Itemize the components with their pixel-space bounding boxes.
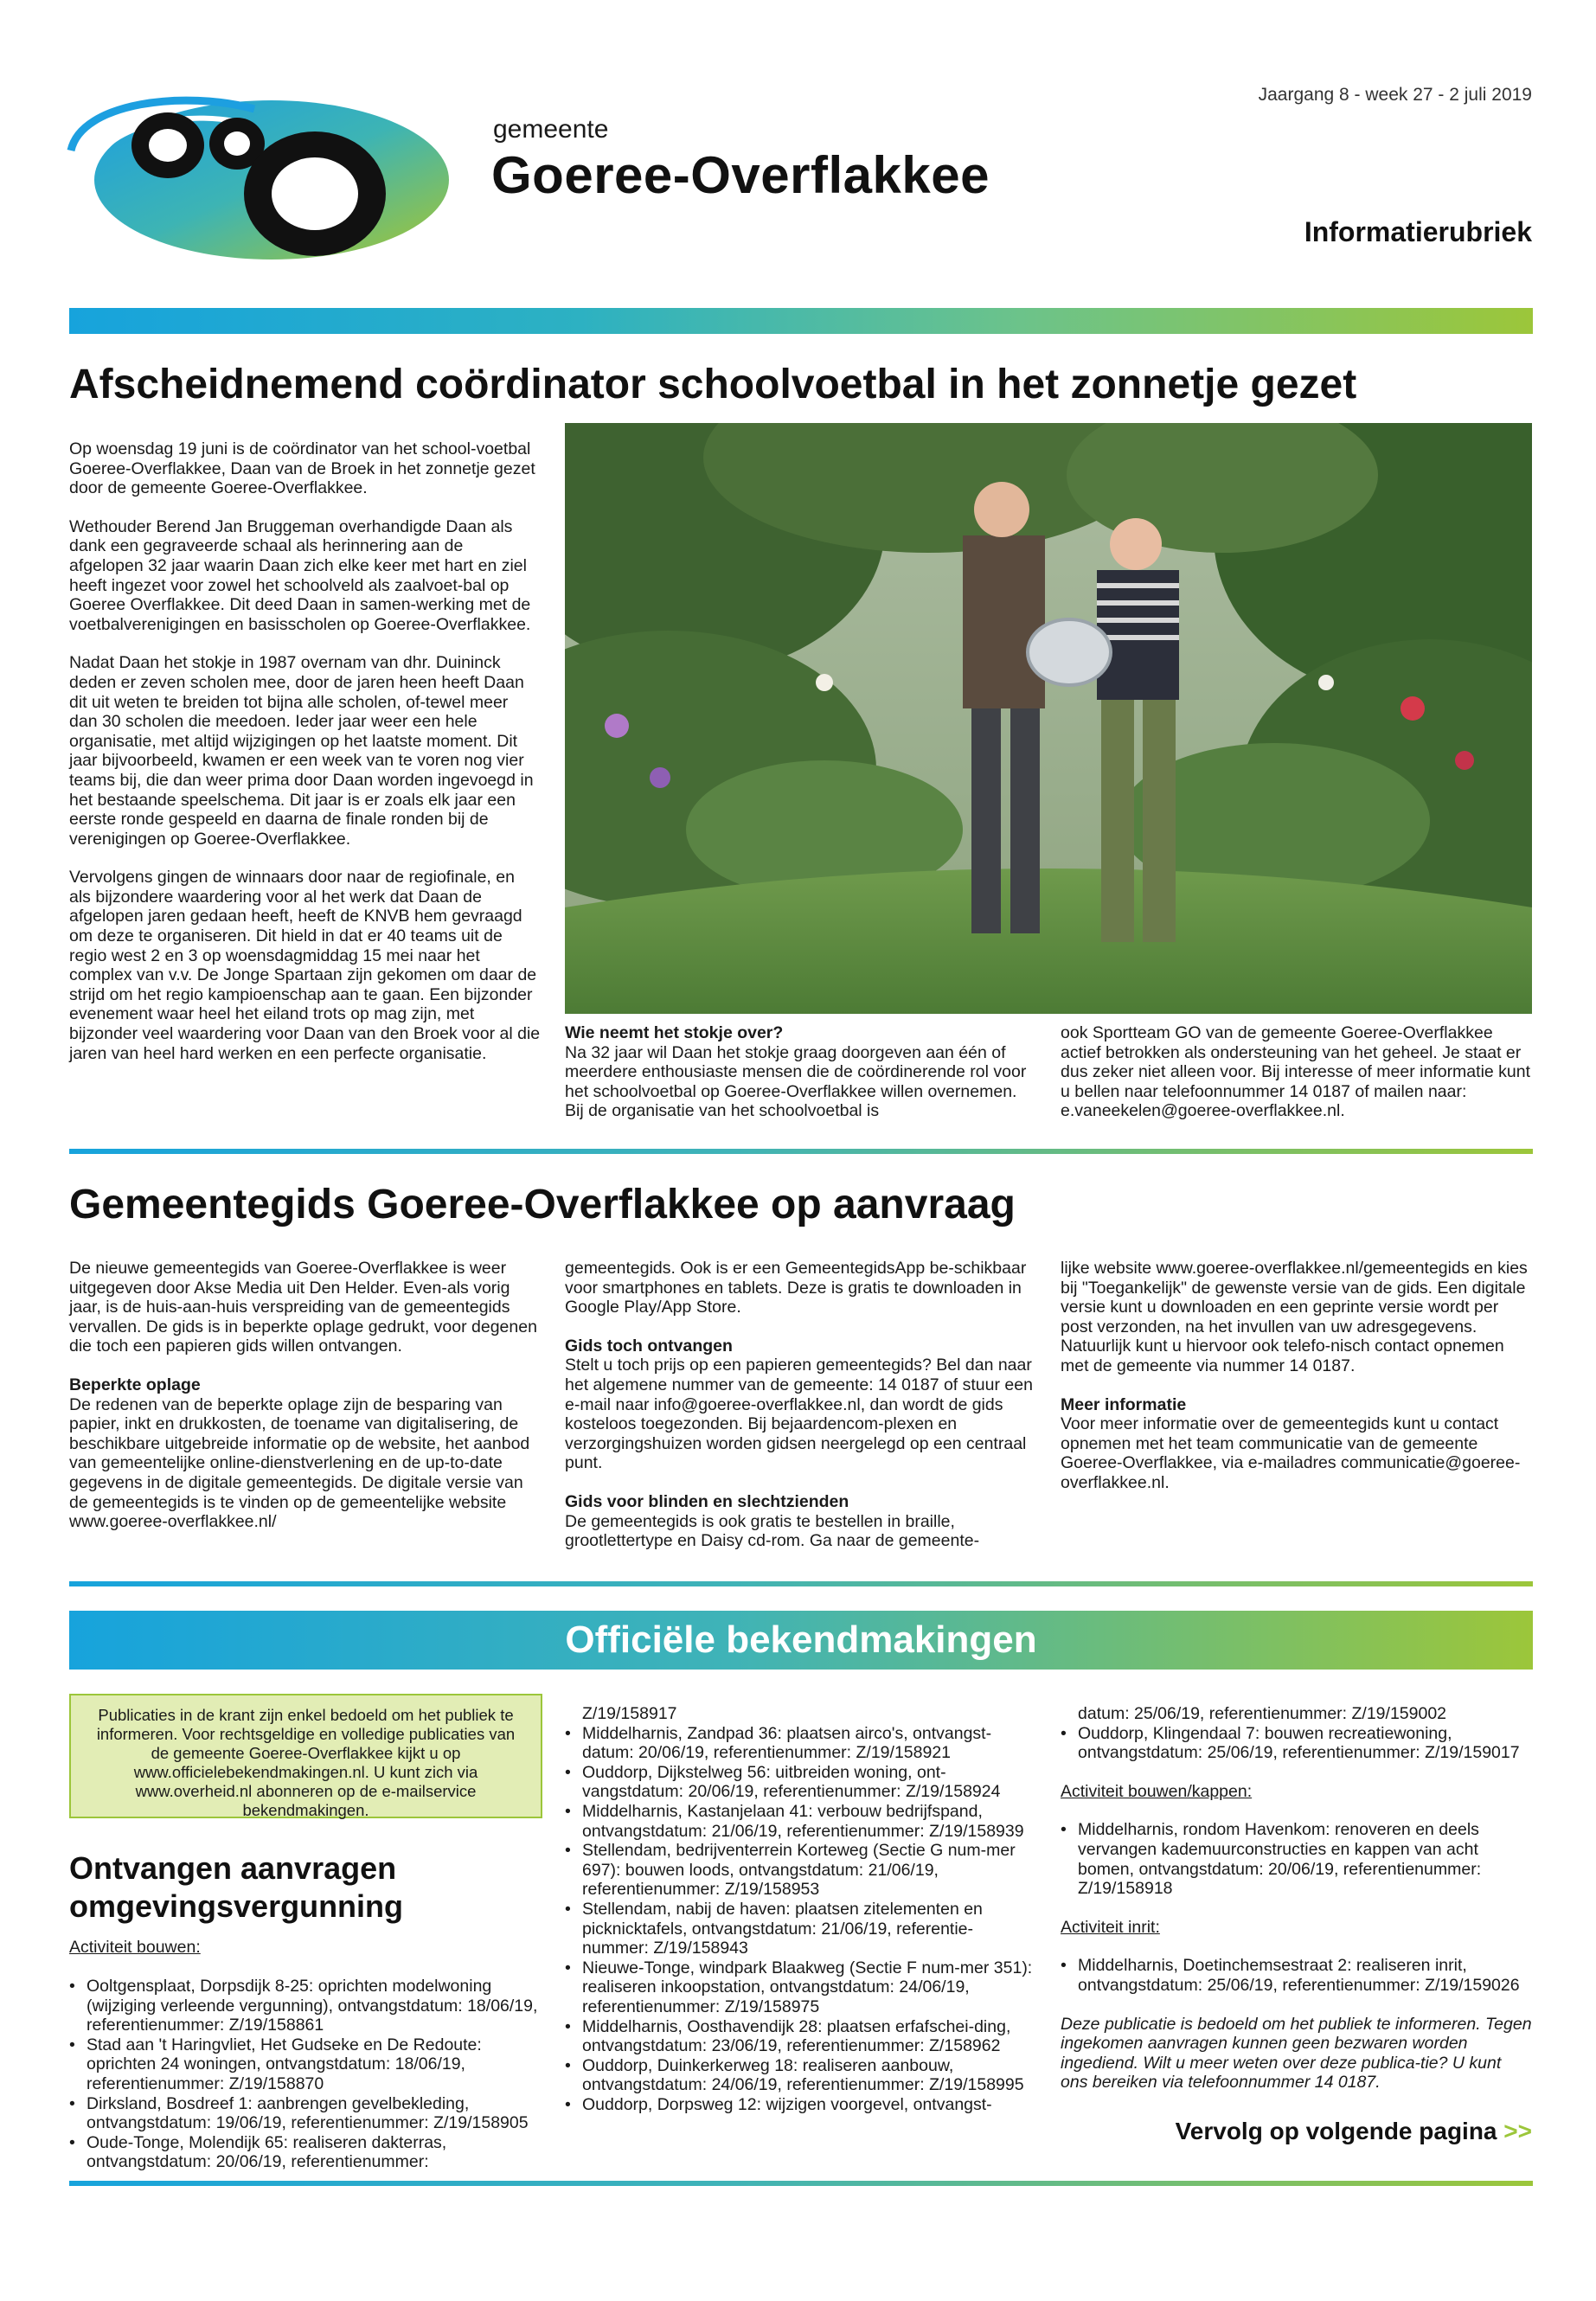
article1-sub-col1	[565, 1023, 1036, 1121]
bouwen-list	[69, 1977, 542, 2172]
article2-paragraph: De nieuwe gemeentegids van Goeree-Overflakkee is weer uitgegeven door Akse Media uit Den Helder. Even-als vorig jaar, is de huis-aan-huis verspreiding van de gemeentegids vervallen. De gids is in beperkte oplage gedrukt, voor degenen die toch een papieren gids willen ontvangen.	[69, 1259, 537, 1356]
footer-divider	[69, 2181, 1533, 2186]
activity-label-bouwen: Activiteit bouwen:	[69, 1938, 201, 1957]
article1-paragraph: Nadat Daan het stokje in 1987 overnam van dhr. Duininck deden er zeven scholen mee, door de jaren heen heeft Daan dit uit weten te breiden tot bijna alle scholen, of-tewel meer dan 30 scholen die meedoen. Ieder jaar weer een hele organisatie, met altijd wijzigingen op het laatste moment. Dit jaar bijvoorbeeld, kwamen er een week van te voren nog vier teams bij, die dan weer prima door Daan worden ingevoegd in het bestaande speelschema. Dit jaar is er zoals elk jaar een eerste ronde gespeeld en daarna de finale ronden bij de verenigingen op Goeree-Overflakkee.	[69, 653, 534, 849]
list-item: • Middelharnis, Doetinchemsestraat 2: realiseren inrit, ontvangstdatum: 25/06/19, referentienummer: Z/19/159026	[1061, 1956, 1533, 1995]
article2-col1	[69, 1259, 541, 1532]
activity-label-kappen: Activiteit bouwen/kappen:	[1061, 1781, 1253, 1801]
article2-paragraph: Stelt u toch prijs op een papieren gemeentegids? Bel dan naar het algemene nummer van de gemeente: 14 0187 of stuur een e-mail naar info@goeree-overflakkee.nl, dan wordt de gids kosteloos toegezonden. Bij bejaardencom-plexen en verzorgingshuizen worden gidsen neergelegd op een centraal punt.	[565, 1356, 1033, 1473]
inrit-list	[1061, 1956, 1533, 1995]
article-divider	[69, 1581, 1533, 1586]
article2-paragraph: Voor meer informatie over de gemeentegids kunt u contact opnemen met het team communicatie van de gemeente Goeree-Overflakkee, via e-mailadres communicatie@goeree-overflakkee.nl.	[1061, 1414, 1521, 1492]
brand-title: Goeree-Overflakkee	[491, 146, 990, 204]
article1-sub-col2	[1061, 1023, 1533, 1121]
article2-paragraph: De gemeentegids is ook gratis te bestellen in braille, grootlettertype en Daisy cd-rom. Ga naar de gemeente-	[565, 1511, 980, 1551]
section-title-line-2: omgevingsvergunning	[69, 1888, 404, 1924]
section-title	[69, 1849, 542, 1926]
gemeente-logo	[64, 83, 450, 263]
activity-label-inrit: Activiteit inrit:	[1061, 1917, 1160, 1937]
list-continuation: datum: 25/06/19, referentienummer: Z/19/159002	[1078, 1704, 1447, 1723]
list-item: • Oude-Tonge, Molendijk 65: realiseren dakterras, ontvangstdatum: 20/06/19, referentienummer:	[69, 2133, 542, 2172]
disclaimer: Deze publicatie is bedoeld om het publiek te informeren. Tegen ingekomen aanvragen kunnen geen bezwaren worden ingediend. Wilt u meer weten over deze publica-tie? U kunt ons bereiken via telefoonnummer 14 0187.	[1061, 2014, 1532, 2093]
article2-col3	[1061, 1259, 1533, 1493]
continue-link[interactable]	[1176, 2118, 1532, 2145]
bouwen-list-3	[1061, 1724, 1533, 1763]
article1-body	[69, 439, 541, 1082]
list-item: • Stellendam, nabij de haven: plaatsen zitelementen en picknicktafels, ontvangstdatum: 21/06/19, referentie-nummer: Z/19/158943	[565, 1900, 1036, 1958]
rubriek-label: Informatierubriek	[1304, 216, 1532, 247]
article2-title: Gemeentegids Goeree-Overflakkee op aanvraag	[69, 1182, 1016, 1227]
list-item: • Ouddorp, Duinkerkerweg 18: realiseren aanbouw, ontvangstdatum: 24/06/19, referentienummer: Z/19/158995	[565, 2056, 1036, 2095]
bouwen-list-2	[565, 1724, 1036, 2115]
article1-title: Afscheidnemend coördinator schoolvoetbal in het zonnetje gezet	[69, 362, 1357, 407]
brand-subtitle: gemeente	[493, 115, 609, 144]
article-divider	[69, 1149, 1533, 1154]
continue-label: Vervolg op volgende pagina	[1175, 2118, 1497, 2144]
list-item: • Middelharnis, Oosthavendijk 28: plaatsen erfafschei-ding, ontvangstdatum: 23/06/19, referentienummer: Z/158962	[565, 2017, 1036, 2056]
list-item: • Middelharnis, Zandpad 36: plaatsen airco's, ontvangst-datum: 20/06/19, referentienummer: Z/19/158921	[565, 1724, 1036, 1763]
officieel-col3	[1061, 1704, 1533, 2093]
article1-paragraph: Vervolgens gingen de winnaars door naar de regiofinale, en als bijzondere waardering voor al het werk dat Daan de afgelopen jaren gedaan heeft, heeft de KNVB hem gevraagd om deze te organiseren. Dit hield in dat er 40 teams uit de regio west 2 en 3 op woensdagmiddag 15 mei naar het complex van v.v. De Jonge Spartaan zijn gekomen om daar de strijd om het regio kampioenschap aan te gaan. Een bijzonder evenement waar heel het eiland trots op mag zijn, met bijzonder veel waardering voor Daan van den Broek voor al die jaren van heel hard werken en een perfecte organisatie.	[69, 868, 541, 1063]
article2-subheading: Gids toch ontvangen	[565, 1336, 733, 1356]
article1-photo	[565, 423, 1532, 1014]
article2-col2	[565, 1259, 1036, 1551]
article1-sub-text-2: ook Sportteam GO van de gemeente Goeree-Overflakkee actief betrokken als ondersteuning van het geheel. Je staat er dus zeker niet alleen voor. Bij interesse of meer informatie kunt u bellen naar telefoonnummer 14 0187 of mailen naar: e.vaneekelen@goeree-overflakkee.nl.	[1061, 1023, 1531, 1121]
article2-paragraph: gemeentegids. Ook is er een GemeentegidsApp be-schikbaar voor smartphones en tablets. Deze is gratis te downloaden in Google Play/App Store.	[565, 1259, 1027, 1317]
article1-sub-text: Na 32 jaar wil Daan het stokje graag doorgeven aan één of meerdere enthousiaste mensen die de coördinerende rol voor het schoolvoetbal op Goeree-Overflakkee willen overnemen. Bij de organisatie van het schoolvoetbal is	[565, 1042, 1027, 1121]
list-item: • Middelharnis, rondom Havenkom: renoveren en deels vervangen kademuurconstructies en kappen van acht bomen, ontvangstdatum: 20/06/19, referentienummer: Z/19/158918	[1061, 1820, 1533, 1898]
article1-paragraph: Wethouder Berend Jan Bruggeman overhandigde Daan als dank een gegraveerde schaal als herinnering aan de afgelopen 32 jaar waarin Daan zich elke keer met hart en ziel heeft ingezet voor zowel het schoolveld als zaalvoet-bal op Goeree Overflakkee. Dit deed Daan in samen-werking met de voetbalverenigingen en basisscholen op Goeree-Overflakkee.	[69, 516, 531, 634]
list-item: • Ouddorp, Klingendaal 7: bouwen recreatiewoning, ontvangstdatum: 25/06/19, referentienummer: Z/19/159017	[1061, 1724, 1533, 1763]
section-title-line-1: Ontvangen aanvragen	[69, 1850, 397, 1886]
article1-sub-title: Wie neemt het stokje over?	[565, 1023, 784, 1042]
list-item: • Stellendam, bedrijventerrein Korteweg (Sectie G num-mer 697): bouwen loods, ontvangstdatum: 21/06/19, referentienummer: Z/19/158953	[565, 1841, 1036, 1900]
list-item: • Stad aan 't Haringvliet, Het Gudseke en De Redoute: oprichten 24 woningen, ontvangstdatum: 18/06/19, referentienummer: Z/19/158870	[69, 2035, 542, 2094]
officieel-col1	[69, 1938, 542, 2172]
issue-line: Jaargang 8 - week 27 - 2 juli 2019	[1258, 85, 1532, 105]
list-item: • Ouddorp, Dorpsweg 12: wijzigen voorgevel, ontvangst-	[565, 2095, 1036, 2115]
officieel-banner: Officiële bekendmakingen	[69, 1611, 1533, 1670]
list-item: • Ooltgensplaat, Dorpsdijk 8-25: oprichten modelwoning (wijziging verleende vergunning), ontvangstdatum: 18/06/19, referentienummer: Z/19/158861	[69, 1977, 542, 2035]
double-chevron-right-icon: >>	[1503, 2118, 1532, 2144]
list-item: • Ouddorp, Dijkstelweg 56: uitbreiden woning, ont-vangstdatum: 20/06/19, referentienummer: Z/19/158924	[565, 1763, 1036, 1802]
list-continuation: Z/19/158917	[582, 1704, 677, 1723]
kappen-list	[1061, 1820, 1533, 1898]
article2-subheading: Meer informatie	[1061, 1394, 1187, 1414]
article2-paragraph: De redenen van de beperkte oplage zijn de besparing van papier, inkt en drukkosten, de toename van digitalisering, de beschikbare uitgebreide informatie op de website, het aanbod van gemeentelijke online-dienstverlening en de up-to-date gegevens in de digitale gemeentegids. De digitale versie van de gemeentegids is te vinden op de gemeentelijke website www.goeree-overflakkee.nl/	[69, 1394, 530, 1532]
list-item: • Dirksland, Bosdreef 1: aanbrengen gevelbekleding, ontvangstdatum: 19/06/19, referentienummer: Z/19/158905	[69, 2094, 542, 2133]
article1-paragraph: Op woensdag 19 juni is de coördinator van het school-voetbal Goeree-Overflakkee, Daan van de Broek in het zonnetje gezet door de gemeente Goeree-Overflakkee.	[69, 439, 535, 498]
article2-subheading: Beperkte oplage	[69, 1375, 201, 1394]
notice-box: Publicaties in de krant zijn enkel bedoeld om het publiek te informeren. Voor rechtsgeldige en volledige publicaties van de gemeente Goeree-Overflakkee kijkt u op www.officielebekendmakingen.nl. U kunt zich via www.overheid.nl abonneren op de e-mailservice bekendmakingen.	[69, 1694, 542, 1818]
header-divider	[69, 308, 1533, 334]
officieel-col2	[565, 1704, 1036, 2114]
list-item: • Middelharnis, Kastanjelaan 41: verbouw bedrijfspand, ontvangstdatum: 21/06/19, referentienummer: Z/19/158939	[565, 1802, 1036, 1841]
article2-subheading: Gids voor blinden en slechtzienden	[565, 1491, 849, 1511]
article2-paragraph: lijke website www.goeree-overflakkee.nl/gemeentegids en kies bij "Toegankelijk" de gewenste versie van de gids. Een digitale versie kunt u downloaden en een geprinte versie wordt per post verzonden, na het invullen van uw adresgegevens. Natuurlijk kunt u hiervoor ook telefo-nisch contact opnemen met de gemeente via nummer 14 0187.	[1061, 1259, 1528, 1375]
list-item: • Nieuwe-Tonge, windpark Blaakweg (Sectie F num-mer 351): realiseren inkoopstation, ontvangstdatum: 24/06/19, referentienummer: Z/19/158975	[565, 1958, 1036, 2017]
